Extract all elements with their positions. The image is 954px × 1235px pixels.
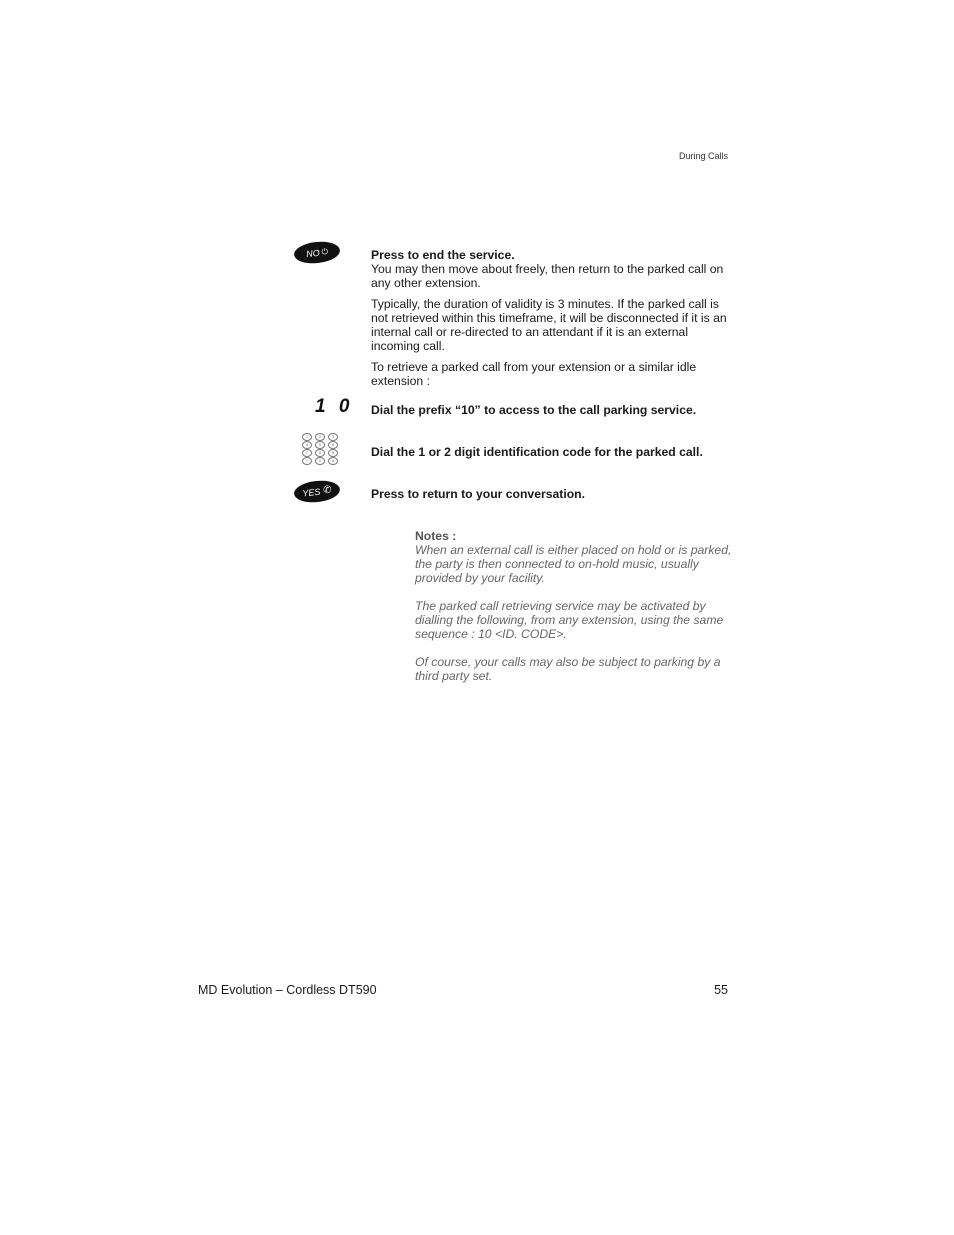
keypad-key: 5 [315, 441, 325, 449]
keypad-key: 7 [302, 449, 312, 457]
step-1-paragraph-3: To retrieve a parked call from your extension or a similar idle extension : [371, 360, 697, 388]
footer-title: MD Evolution – Cordless DT590 [198, 983, 377, 997]
keypad-key: # [328, 457, 338, 465]
keypad-key: 4 [302, 441, 312, 449]
yes-key-label: YES [301, 486, 321, 499]
keypad-key: 3 [328, 433, 338, 441]
prefix-digits: 1 0 [315, 396, 354, 417]
keypad-icon [302, 433, 337, 464]
running-header: During Calls [678, 151, 728, 161]
step-1-paragraph-1: You may then move about freely, then return to the parked call on any other extension. [371, 262, 724, 290]
step-1-paragraph-2: Typically, the duration of validity is 3 minutes. If the parked call is not retrieved within this timeframe, it will be disconnected if it is an internal call or re-directed to an attendant if it is an external incoming call. [371, 297, 727, 353]
step-3-title: Dial the 1 or 2 digit identification code for the parked call. [371, 445, 703, 459]
step-2-title: Dial the prefix “10” to access to the call parking service. [371, 403, 697, 417]
keypad-key: 6 [328, 441, 338, 449]
no-key-label: NO [305, 247, 321, 259]
step-1-title: Press to end the service. [371, 248, 515, 262]
power-icon: ⏻ [321, 246, 329, 256]
notes-block [415, 529, 735, 697]
keypad-key: 1 [302, 433, 312, 441]
note-item: Of course, your calls may also be subject to parking by a third party set. [415, 655, 721, 683]
step-1 [371, 248, 736, 388]
keypad-key: 2 [315, 433, 325, 441]
step-4-title: Press to return to your conversation. [371, 487, 586, 501]
keypad-key: 9 [328, 449, 338, 457]
no-key-icon [293, 240, 341, 266]
note-item: The parked call retrieving service may be activated by dialling the following, from any extension, using the same sequence : 10 <ID. CODE>. [415, 599, 724, 641]
page-number: 55 [714, 983, 728, 997]
keypad-key: 0 [315, 457, 325, 465]
keypad-key: * [302, 457, 312, 465]
keypad-key: 8 [315, 449, 325, 457]
notes-title: Notes : [415, 529, 457, 543]
note-item: When an external call is either placed on hold or is parked, the party is then connected to on-hold music, usually provided by your facility. [415, 543, 732, 585]
phone-handset-icon: ✆ [322, 484, 333, 497]
yes-key-icon [293, 479, 341, 505]
